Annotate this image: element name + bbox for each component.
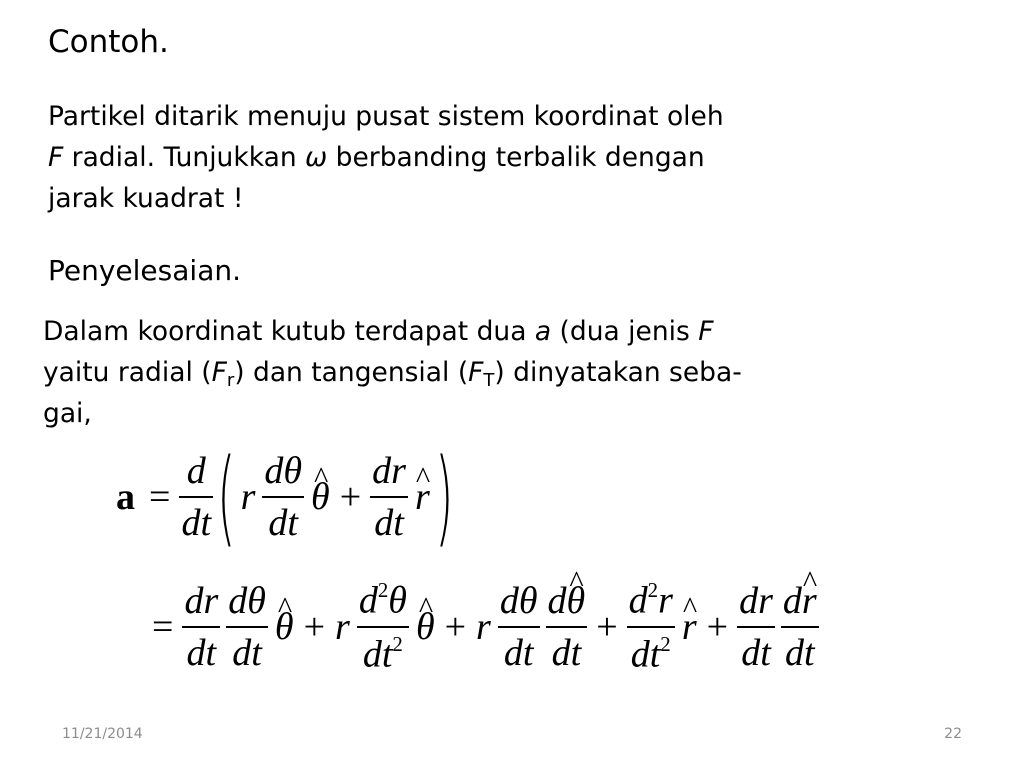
plus-sign: + — [339, 476, 362, 518]
denominator: dt — [268, 502, 298, 544]
denominator: dt — [741, 632, 771, 674]
numerator: dθ — [499, 580, 538, 622]
footer-date: 11/21/2014 — [62, 726, 143, 742]
d-symbol: d — [358, 580, 378, 622]
r-symbol: r — [658, 580, 673, 622]
superscript-2: 2 — [660, 632, 671, 656]
equation-expanded — [146, 572, 966, 682]
fraction-dtheta-dt — [226, 582, 268, 672]
plus-sign: + — [596, 606, 618, 648]
theta-hat-unit-vector: ^ θ — [311, 478, 330, 516]
problem-line-3: jarak kuadrat ! — [48, 183, 244, 214]
theta-symbol: θ — [388, 580, 407, 622]
fraction-dtheta-dt — [498, 582, 540, 672]
tangential-subscript: T — [483, 370, 495, 391]
denominator: dt — [374, 502, 404, 544]
force-symbol: F — [698, 316, 714, 347]
fraction-dtheta-dt — [262, 452, 304, 542]
solution-text-part: ) dinyatakan seba- — [494, 357, 742, 388]
problem-statement — [48, 96, 952, 219]
denominator: dt — [785, 632, 815, 674]
denominator: dt — [503, 632, 534, 674]
numerator: dr — [739, 580, 773, 622]
fraction-d2r-dt2 — [627, 578, 675, 676]
problem-text: radial. Tunjukkan — [63, 142, 306, 173]
equation-acceleration — [116, 436, 536, 558]
r-symbol: r — [335, 606, 350, 648]
solution-text-part: ) dan tangensial ( — [234, 357, 469, 388]
r-hat-unit-vector: ^ r — [415, 478, 430, 516]
numerator — [627, 580, 675, 626]
solution-text-part: yaitu radial ( — [43, 357, 212, 388]
solution-text-part: (dua jenis — [551, 316, 699, 347]
problem-line-2 — [48, 137, 952, 178]
acceleration-vector: a — [116, 476, 135, 518]
theta-hat-unit-vector: ^ θ — [275, 608, 294, 646]
numerator: dr — [184, 580, 219, 622]
fraction-drhat-dt — [781, 582, 819, 672]
denominator — [361, 628, 405, 674]
r-hat-unit-vector: ^ r — [682, 608, 697, 646]
dt-symbol: dt — [362, 633, 393, 676]
numerator: dθ — [264, 450, 303, 492]
denominator: dt — [186, 632, 217, 674]
solution-heading: Penyelesaian. — [48, 254, 241, 287]
superscript-2: 2 — [392, 632, 403, 656]
equals-sign: = — [152, 606, 174, 648]
superscript-2: 2 — [647, 578, 659, 603]
r-symbol: r — [476, 606, 491, 648]
fraction-d-dt — [179, 452, 213, 542]
left-paren: ( — [217, 436, 236, 558]
plus-sign: + — [444, 606, 467, 648]
d-symbol: d — [628, 580, 648, 622]
force-symbol: F — [48, 142, 64, 173]
numerator: d — [186, 450, 206, 492]
r-symbol: r — [240, 476, 256, 518]
slide-title: Contoh. — [48, 24, 169, 60]
radial-force-symbol: F — [211, 357, 227, 388]
denominator — [629, 628, 673, 674]
numerator — [357, 580, 409, 626]
plus-sign: + — [706, 606, 729, 648]
d-symbol: d — [547, 580, 567, 622]
solution-line-3: gai, — [43, 398, 92, 429]
right-paren: ) — [434, 436, 454, 558]
denominator: dt — [551, 632, 582, 674]
fraction-dthetahat-dt — [546, 582, 588, 672]
numerator — [781, 582, 819, 626]
problem-line-1: Partikel ditarik menuju pusat sistem koordinat oleh — [48, 101, 724, 132]
acceleration-symbol: a — [534, 316, 552, 347]
fraction-d2theta-dt2 — [357, 578, 409, 676]
dt-symbol: dt — [630, 633, 661, 676]
solution-text — [43, 311, 978, 434]
solution-text-part: Dalam koordinat kutub terdapat dua — [43, 316, 535, 347]
denominator: dt — [181, 502, 211, 544]
numerator — [546, 582, 588, 626]
solution-line-2 — [43, 352, 978, 393]
d-symbol: d — [782, 580, 802, 622]
theta-hat-unit-vector: ^ θ — [567, 582, 586, 620]
solution-line-1 — [43, 311, 978, 352]
denominator: dt — [232, 632, 262, 674]
theta-hat-unit-vector: ^ θ — [416, 608, 435, 646]
fraction-dr-dt — [182, 582, 220, 672]
r-hat-unit-vector: ^ r — [802, 582, 817, 620]
omega-symbol: ω — [305, 142, 328, 173]
superscript-2: 2 — [377, 578, 389, 603]
numerator: dr — [372, 450, 406, 492]
radial-subscript: r — [226, 370, 235, 391]
fraction-dr-dt — [370, 452, 408, 542]
equals-sign: = — [149, 476, 171, 518]
tangential-force-symbol: F — [468, 357, 484, 388]
numerator: dθ — [228, 580, 266, 622]
plus-sign: + — [303, 606, 326, 648]
problem-text: berbanding terbalik dengan — [327, 142, 705, 173]
fraction-dr-dt — [737, 582, 775, 672]
slide-number: 22 — [944, 726, 962, 742]
